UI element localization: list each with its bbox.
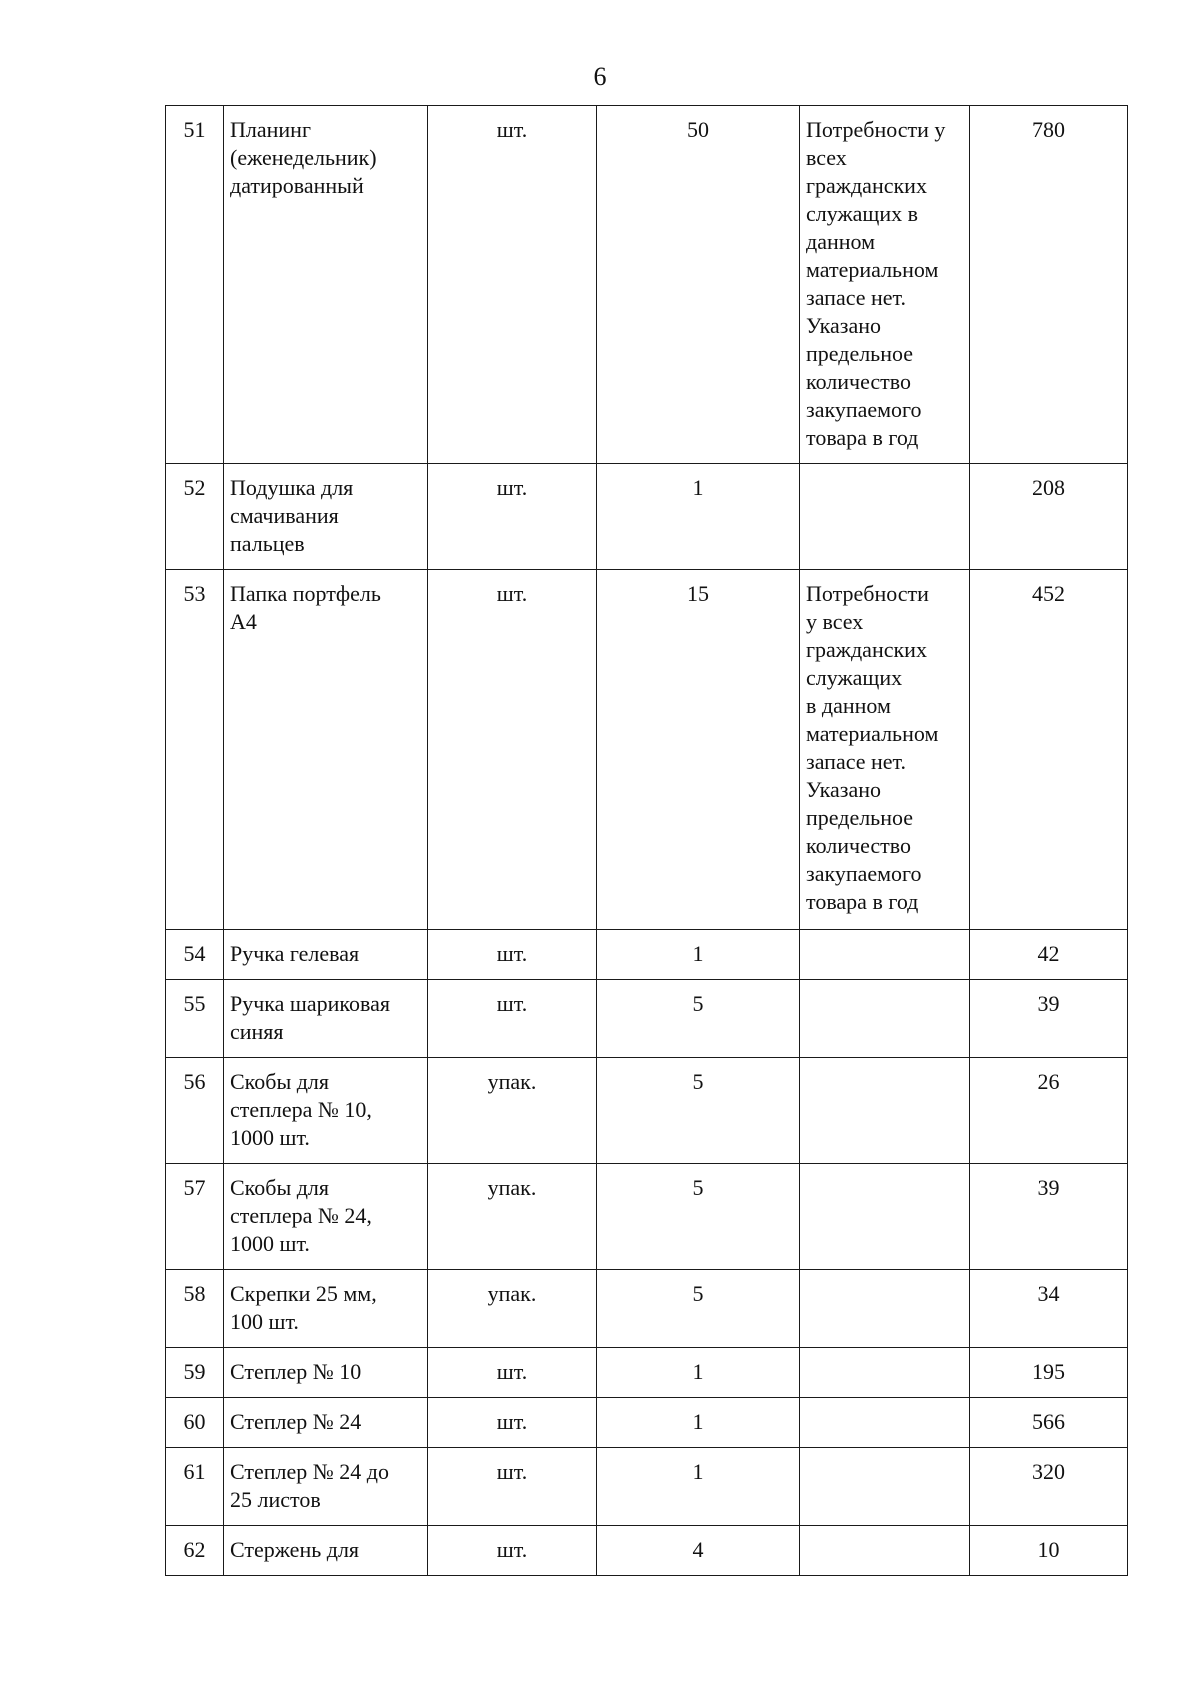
item-quantity: 5 <box>597 980 800 1058</box>
item-name: Степлер № 10 <box>224 1348 428 1398</box>
row-number: 60 <box>166 1398 224 1448</box>
item-note: Потребности у всех гражданских служащих в данном материальном запасе нет. Указано предельное количество закупаемого товара в год <box>800 106 970 464</box>
table-row <box>166 1526 1128 1576</box>
table-row <box>166 1348 1128 1398</box>
item-quantity: 1 <box>597 464 800 570</box>
table-row <box>166 464 1128 570</box>
table-row <box>166 930 1128 980</box>
table-row <box>166 1398 1128 1448</box>
item-price: 10 <box>970 1526 1128 1576</box>
item-unit: шт. <box>428 1398 597 1448</box>
item-price: 780 <box>970 106 1128 464</box>
item-price: 42 <box>970 930 1128 980</box>
table-row <box>166 1058 1128 1164</box>
item-unit: шт. <box>428 106 597 464</box>
item-name: Скрепки 25 мм, 100 шт. <box>224 1270 428 1348</box>
item-name: Скобы для степлера № 24, 1000 шт. <box>224 1164 428 1270</box>
item-unit: шт. <box>428 1526 597 1576</box>
item-note <box>800 1270 970 1348</box>
page-number: 6 <box>593 62 607 91</box>
item-quantity: 1 <box>597 1448 800 1526</box>
row-number: 51 <box>166 106 224 464</box>
item-unit: упак. <box>428 1270 597 1348</box>
item-note <box>800 1526 970 1576</box>
row-number: 57 <box>166 1164 224 1270</box>
item-unit: упак. <box>428 1058 597 1164</box>
table-row <box>166 570 1128 930</box>
table-row <box>166 106 1128 464</box>
item-unit: шт. <box>428 930 597 980</box>
row-number: 53 <box>166 570 224 930</box>
row-number: 58 <box>166 1270 224 1348</box>
item-name: Стержень для <box>224 1526 428 1576</box>
row-number: 61 <box>166 1448 224 1526</box>
item-unit: упак. <box>428 1164 597 1270</box>
item-quantity: 15 <box>597 570 800 930</box>
item-price: 320 <box>970 1448 1128 1526</box>
item-note: Потребности у всех гражданских служащих в данном материальном запасе нет. Указано предельное количество закупаемого товара в год <box>800 570 970 930</box>
row-number: 55 <box>166 980 224 1058</box>
item-name: Планинг (еженедельник) датированный <box>224 106 428 464</box>
item-name: Скобы для степлера № 10, 1000 шт. <box>224 1058 428 1164</box>
item-price: 195 <box>970 1348 1128 1398</box>
item-name: Ручка шариковая синяя <box>224 980 428 1058</box>
item-note <box>800 1164 970 1270</box>
item-unit: шт. <box>428 570 597 930</box>
item-price: 208 <box>970 464 1128 570</box>
row-number: 52 <box>166 464 224 570</box>
item-price: 566 <box>970 1398 1128 1448</box>
item-unit: шт. <box>428 1448 597 1526</box>
item-note <box>800 464 970 570</box>
item-price: 452 <box>970 570 1128 930</box>
item-quantity: 4 <box>597 1526 800 1576</box>
table-row <box>166 1270 1128 1348</box>
item-quantity: 1 <box>597 1348 800 1398</box>
item-price: 39 <box>970 1164 1128 1270</box>
item-quantity: 1 <box>597 930 800 980</box>
supply-table <box>165 105 1128 1576</box>
item-quantity: 5 <box>597 1270 800 1348</box>
item-price: 39 <box>970 980 1128 1058</box>
item-quantity: 50 <box>597 106 800 464</box>
item-name: Степлер № 24 <box>224 1398 428 1448</box>
item-name: Подушка для смачивания пальцев <box>224 464 428 570</box>
item-quantity: 5 <box>597 1164 800 1270</box>
item-note <box>800 1348 970 1398</box>
item-unit: шт. <box>428 464 597 570</box>
item-note <box>800 930 970 980</box>
item-unit: шт. <box>428 980 597 1058</box>
item-note <box>800 1398 970 1448</box>
item-quantity: 1 <box>597 1398 800 1448</box>
item-name: Папка портфель А4 <box>224 570 428 930</box>
item-note <box>800 1058 970 1164</box>
table-row <box>166 1448 1128 1526</box>
row-number: 59 <box>166 1348 224 1398</box>
row-number: 54 <box>166 930 224 980</box>
item-name: Ручка гелевая <box>224 930 428 980</box>
item-unit: шт. <box>428 1348 597 1398</box>
table-row <box>166 980 1128 1058</box>
row-number: 62 <box>166 1526 224 1576</box>
item-note <box>800 1448 970 1526</box>
row-number: 56 <box>166 1058 224 1164</box>
item-price: 26 <box>970 1058 1128 1164</box>
item-quantity: 5 <box>597 1058 800 1164</box>
table-row <box>166 1164 1128 1270</box>
item-name: Степлер № 24 до 25 листов <box>224 1448 428 1526</box>
item-note <box>800 980 970 1058</box>
item-price: 34 <box>970 1270 1128 1348</box>
